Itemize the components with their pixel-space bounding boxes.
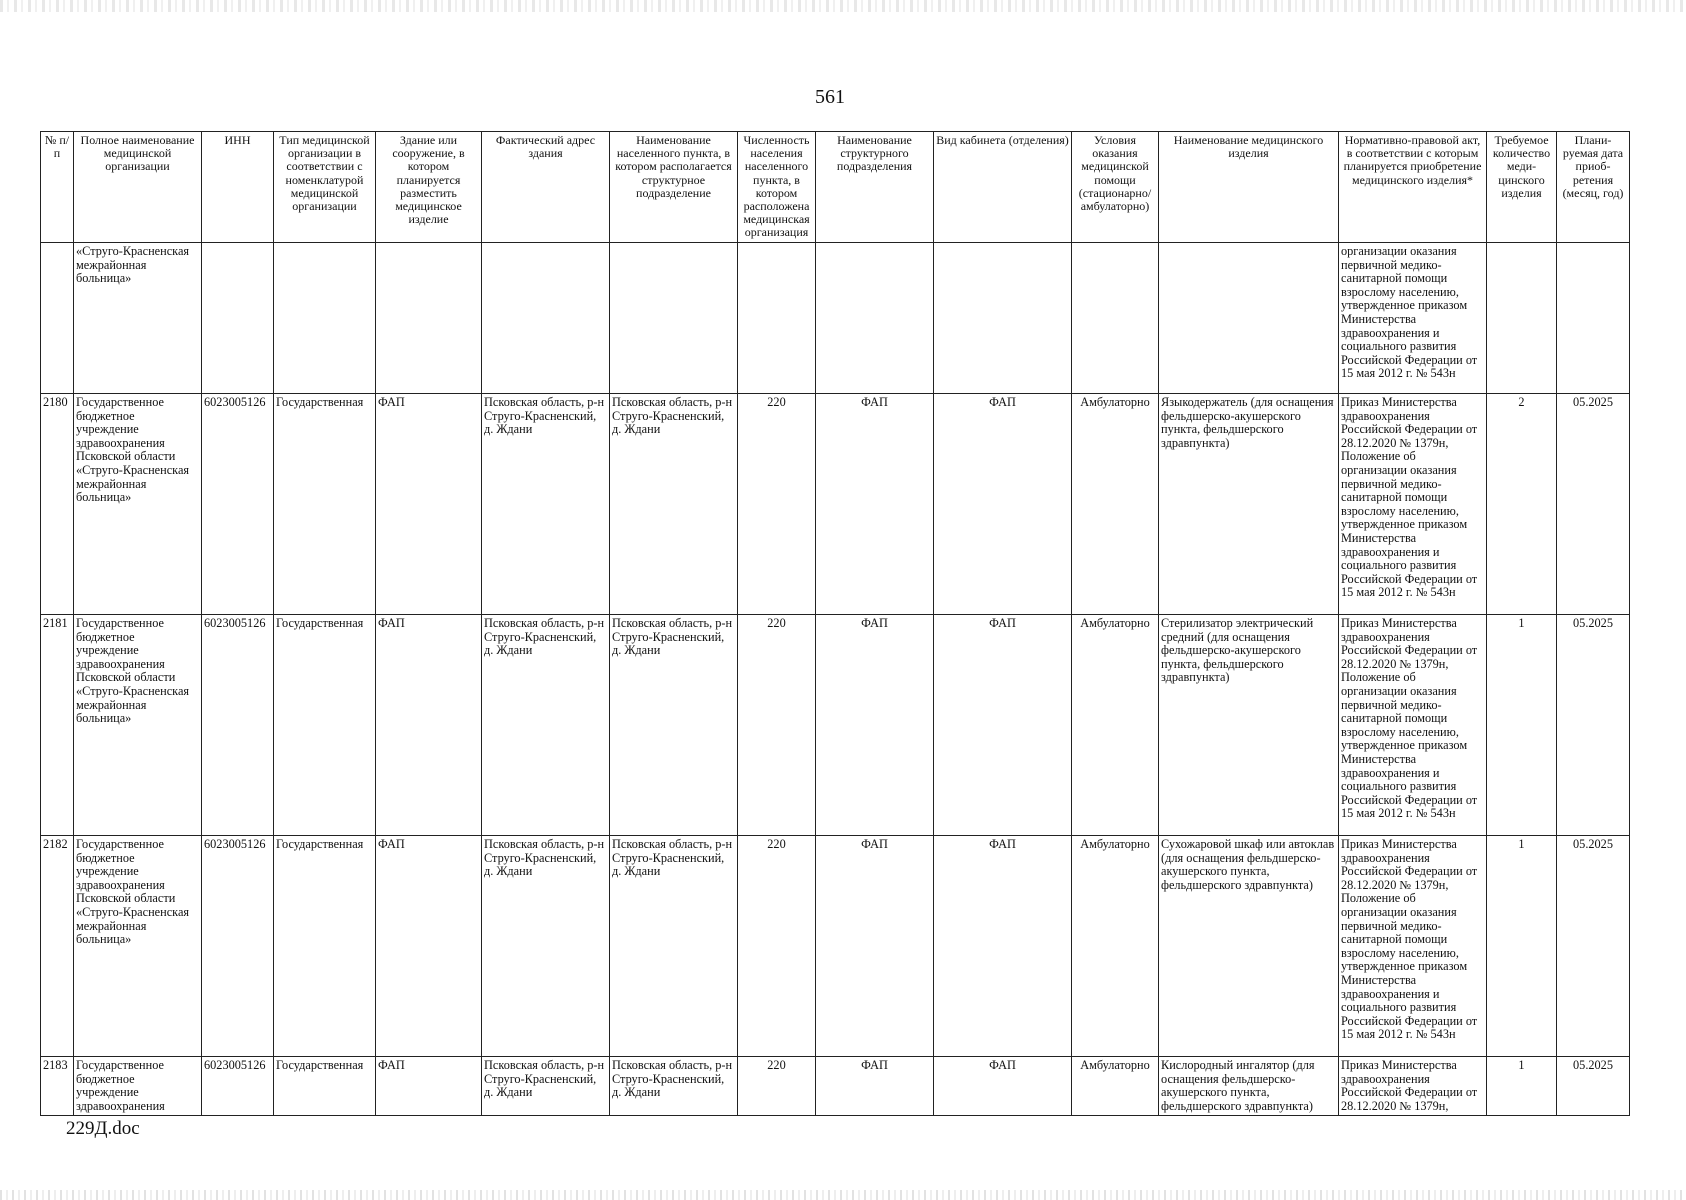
table-row-continuation [41,243,1630,394]
scan-edge-bottom [0,1190,1686,1200]
cell-cabinet: ФАП [934,394,1072,615]
cell-cabinet: ФАП [934,615,1072,836]
cell-qty [1487,243,1557,394]
header-cell: Требуемое количество меди-цинского изделия [1487,132,1557,243]
cell-qty: 1 [1487,836,1557,1057]
cell-qty: 2 [1487,394,1557,615]
header-cell: Фактический адрес здания [482,132,610,243]
cell-population: 220 [738,394,816,615]
header-cell: Тип медицинской организации в соответствии с номенклатурой медицинской организации [274,132,376,243]
table-row [41,394,1630,615]
cell-num: 2182 [41,836,74,1057]
cell-num [41,243,74,394]
document-filename: 229Д.doc [66,1118,140,1139]
table-header-row [41,132,1630,243]
header-cell: Вид кабинета (отделения) [934,132,1072,243]
cell-unit [816,243,934,394]
cell-inn [202,243,274,394]
cell-address: Псковская область, р-н Струго-Красненский, д. Ждани [482,615,610,836]
cell-qty: 1 [1487,1057,1557,1116]
header-cell: Здание или сооружение, в котором планируется разместить медицинское изделие [376,132,482,243]
cell-building [376,243,482,394]
cell-num: 2180 [41,394,74,615]
cell-unit: ФАП [816,1057,934,1116]
cell-conditions: Амбулаторно [1072,836,1159,1057]
cell-locality: Псковская область, р-н Струго-Красненский, д. Ждани [610,1057,738,1116]
cell-act: Приказ Министерства здравоохранения Российской Федерации от 28.12.2020 № 1379н, Положение об организации оказания первичной медико-санитарной помощи взрослому населению, утвержденное приказом Министерства здравоохранения и социального развития Российской Федерации от 15 мая 2012 г. № 543н [1339,615,1487,836]
cell-unit: ФАП [816,394,934,615]
cell-org: Государственное бюджетное учреждение здравоохранения Псковской области «Струго-Красненская межрайонная больница» [74,615,202,836]
header-cell: Наименование медицинского изделия [1159,132,1339,243]
cell-date: 05.2025 [1557,1057,1630,1116]
cell-act: организации оказания первичной медико-санитарной помощи взрослому населению, утвержденное приказом Министерства здравоохранения и социального развития Российской Федерации от 15 мая 2012 г. № 543н [1339,243,1487,394]
table-row [41,836,1630,1057]
medical-devices-table [40,131,1630,1116]
cell-locality: Псковская область, р-н Струго-Красненский, д. Ждани [610,615,738,836]
cell-inn: 6023005126 [202,615,274,836]
cell-building: ФАП [376,615,482,836]
header-cell: Условия оказания медицинской помощи (стационарно/ амбулаторно) [1072,132,1159,243]
header-cell: Полное наименование медицинской организации [74,132,202,243]
cell-unit: ФАП [816,836,934,1057]
cell-locality [610,243,738,394]
cell-qty: 1 [1487,615,1557,836]
header-cell: Численность населения населенного пункта, в котором расположена медицинская организация [738,132,816,243]
cell-building: ФАП [376,1057,482,1116]
cell-conditions [1072,243,1159,394]
cell-date: 05.2025 [1557,615,1630,836]
header-cell: Наименование населенного пункта, в котором располагается структурное подразделение [610,132,738,243]
cell-conditions: Амбулаторно [1072,1057,1159,1116]
cell-conditions: Амбулаторно [1072,394,1159,615]
cell-org: «Струго-Красненская межрайонная больница» [74,243,202,394]
cell-device: Сухожаровой шкаф или автоклав (для оснащения фельдшерско-акушерского пункта, фельдшерского здравпункта) [1159,836,1339,1057]
cell-type [274,243,376,394]
header-cell: Нормативно-правовой акт, в соответствии с которым планируется приобретение медицинского изделия* [1339,132,1487,243]
table-row [41,1057,1630,1116]
cell-address: Псковская область, р-н Струго-Красненский, д. Ждани [482,394,610,615]
header-cell: ИНН [202,132,274,243]
cell-type: Государственная [274,394,376,615]
header-cell: Наименование структурного подразделения [816,132,934,243]
cell-cabinet: ФАП [934,836,1072,1057]
cell-building: ФАП [376,836,482,1057]
cell-inn: 6023005126 [202,1057,274,1116]
cell-population: 220 [738,1057,816,1116]
cell-org: Государственное бюджетное учреждение здравоохранения Псковской области «Струго-Красненская межрайонная больница» [74,394,202,615]
cell-act: Приказ Министерства здравоохранения Российской Федерации от 28.12.2020 № 1379н, [1339,1057,1487,1116]
cell-type: Государственная [274,836,376,1057]
header-cell: № п/п [41,132,74,243]
cell-num: 2183 [41,1057,74,1116]
scan-edge-top [0,0,1686,12]
cell-date: 05.2025 [1557,394,1630,615]
cell-population: 220 [738,615,816,836]
cell-unit: ФАП [816,615,934,836]
cell-cabinet [934,243,1072,394]
cell-address: Псковская область, р-н Струго-Красненский, д. Ждани [482,1057,610,1116]
cell-address: Псковская область, р-н Струго-Красненский, д. Ждани [482,836,610,1057]
cell-type: Государственная [274,1057,376,1116]
cell-date [1557,243,1630,394]
cell-cabinet: ФАП [934,1057,1072,1116]
cell-inn: 6023005126 [202,394,274,615]
cell-device: Языкодержатель (для оснащения фельдшерско-акушерского пункта, фельдшерского здравпункта) [1159,394,1339,615]
cell-date: 05.2025 [1557,836,1630,1057]
cell-type: Государственная [274,615,376,836]
cell-act: Приказ Министерства здравоохранения Российской Федерации от 28.12.2020 № 1379н, Положение об организации оказания первичной медико-санитарной помощи взрослому населению, утвержденное приказом Министерства здравоохранения и социального развития Российской Федерации от 15 мая 2012 г. № 543н [1339,836,1487,1057]
header-cell: Плани-руемая дата приоб-ретения (месяц, год) [1557,132,1630,243]
cell-num: 2181 [41,615,74,836]
page-number: 561 [815,86,845,108]
cell-population: 220 [738,836,816,1057]
cell-device [1159,243,1339,394]
cell-device: Кислородный ингалятор (для оснащения фельдшерско-акушерского пункта, фельдшерского здравпункта) [1159,1057,1339,1116]
cell-population [738,243,816,394]
cell-org: Государственное бюджетное учреждение здравоохранения [74,1057,202,1116]
cell-inn: 6023005126 [202,836,274,1057]
cell-conditions: Амбулаторно [1072,615,1159,836]
table-row [41,615,1630,836]
cell-locality: Псковская область, р-н Струго-Красненский, д. Ждани [610,394,738,615]
cell-locality: Псковская область, р-н Струго-Красненский, д. Ждани [610,836,738,1057]
cell-org: Государственное бюджетное учреждение здравоохранения Псковской области «Струго-Красненская межрайонная больница» [74,836,202,1057]
cell-address [482,243,610,394]
cell-device: Стерилизатор электрический средний (для оснащения фельдшерско-акушерского пункта, фельдшерского здравпункта) [1159,615,1339,836]
cell-building: ФАП [376,394,482,615]
cell-act: Приказ Министерства здравоохранения Российской Федерации от 28.12.2020 № 1379н, Положение об организации оказания первичной медико-санитарной помощи взрослому населению, утвержденное приказом Министерства здравоохранения и социального развития Российской Федерации от 15 мая 2012 г. № 543н [1339,394,1487,615]
